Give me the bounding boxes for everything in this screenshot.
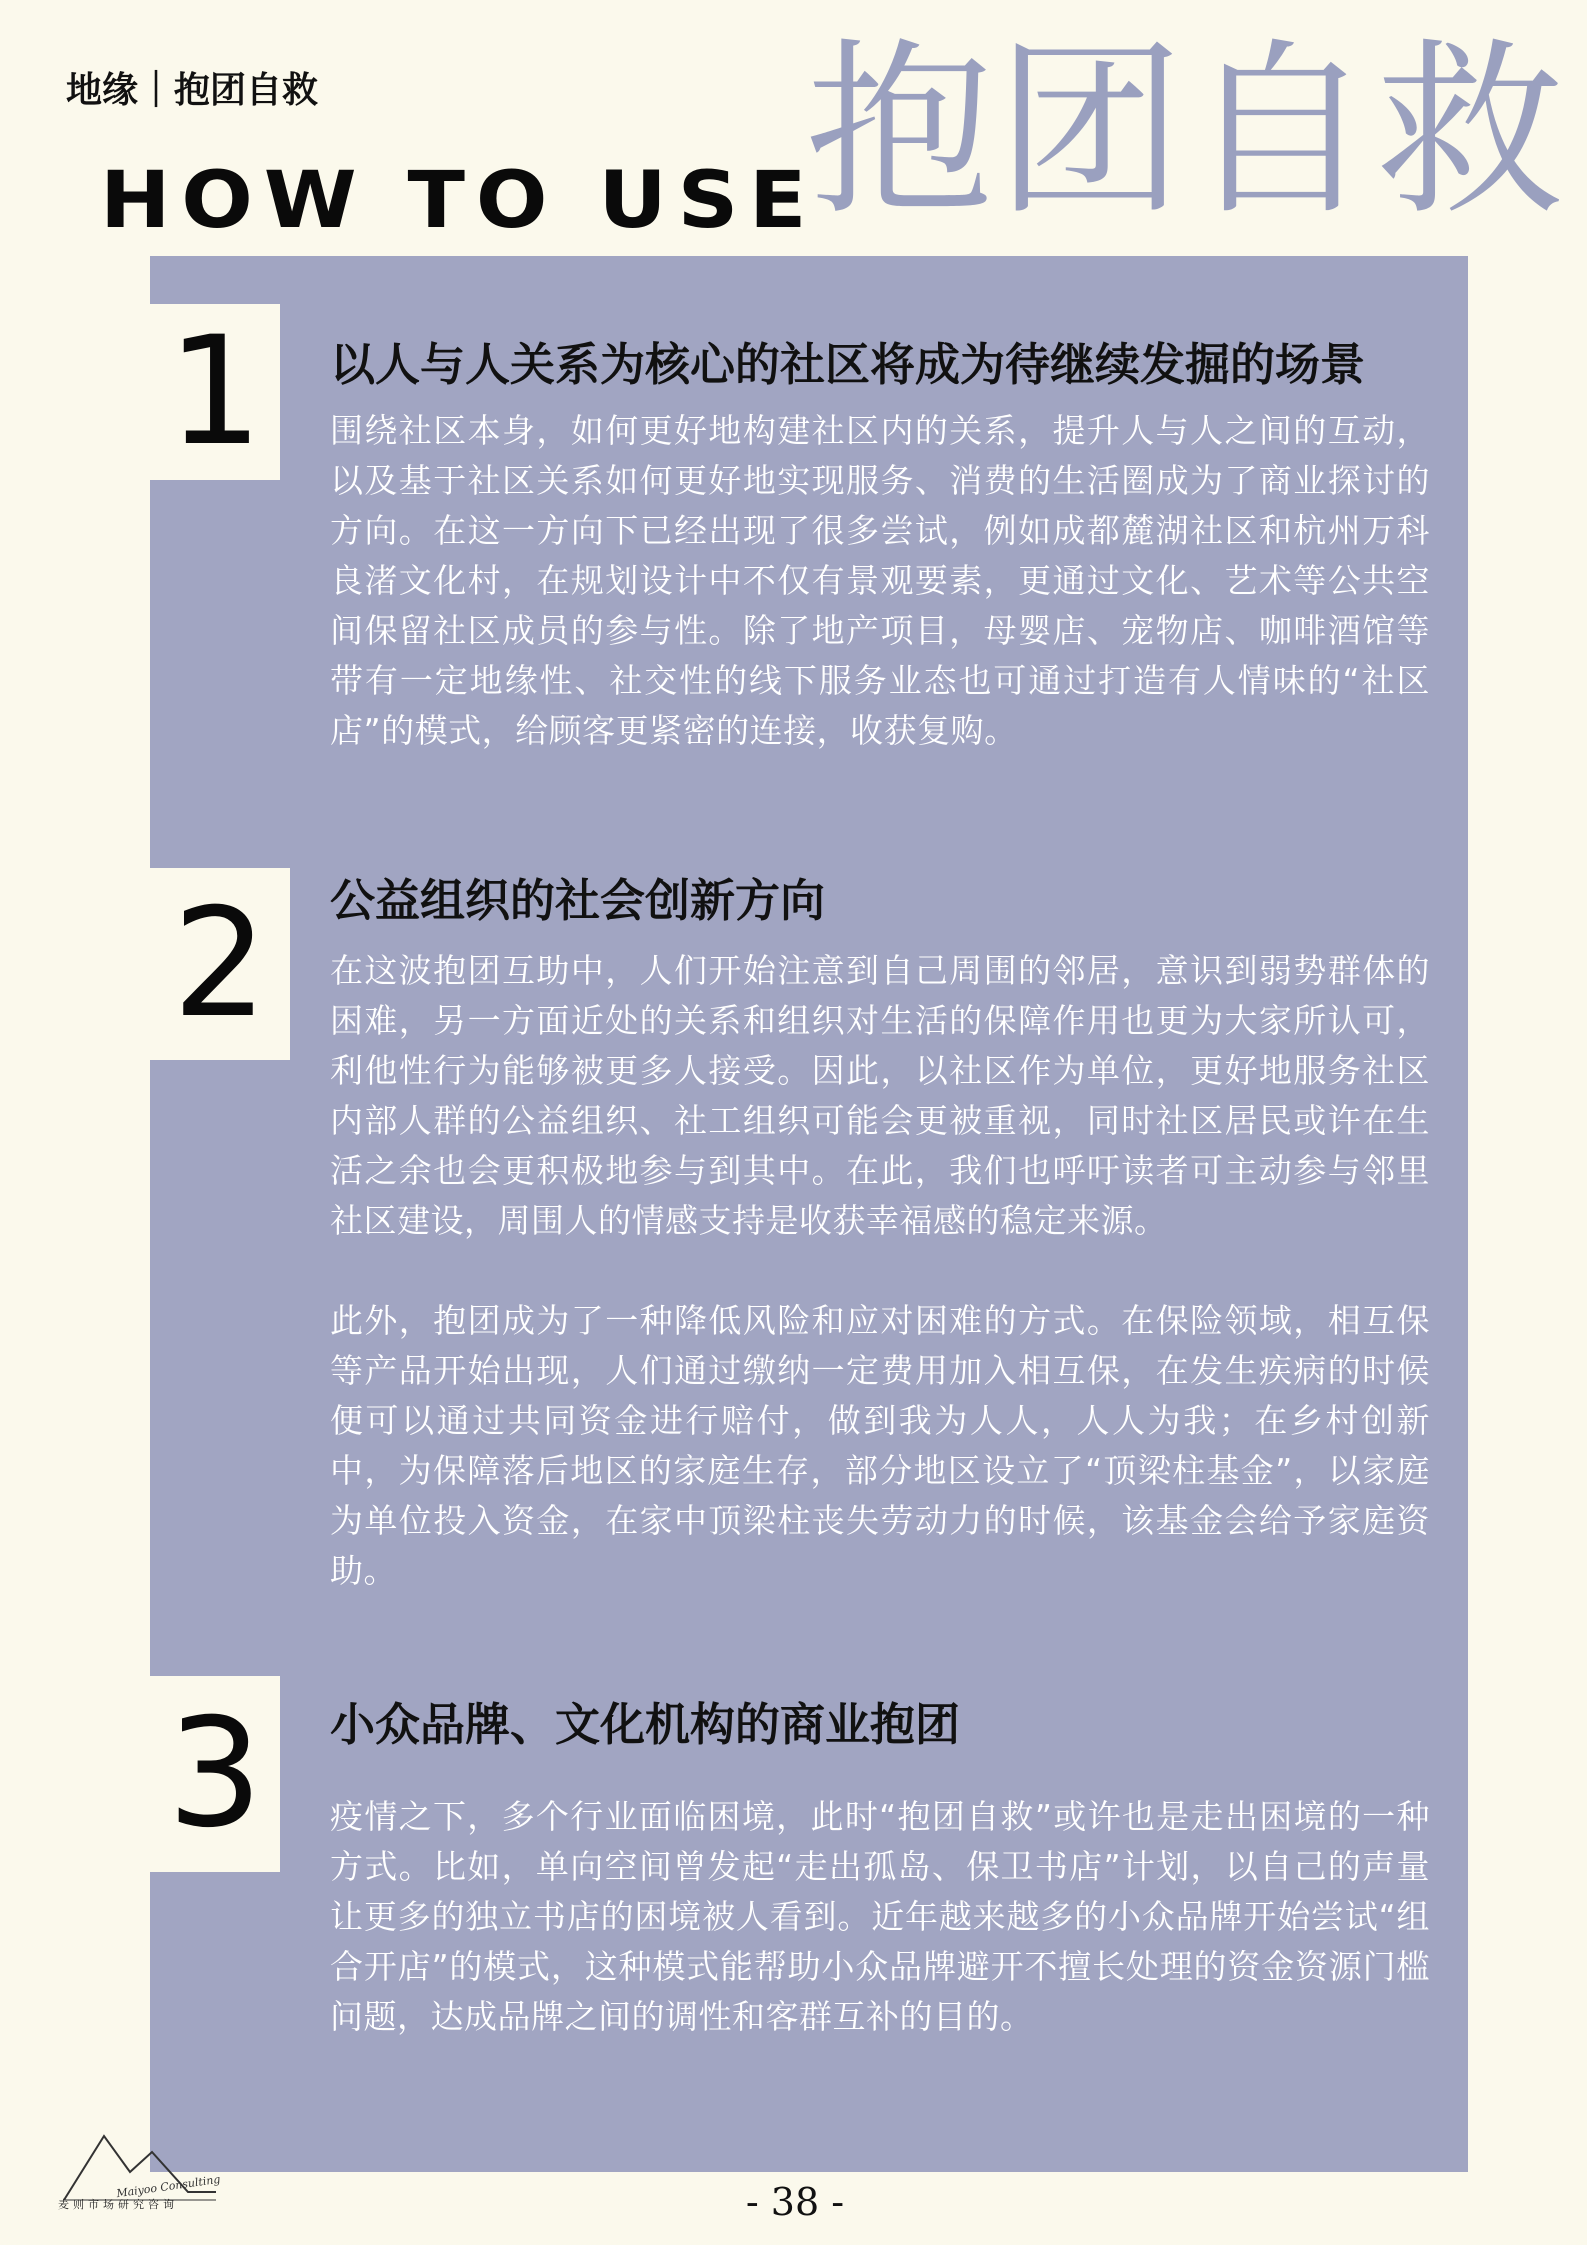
- section-title-1: 以人与人关系为核心的社区将成为待继续发掘的场景: [330, 338, 1366, 391]
- logo-caption: 麦则市场研究咨询: [58, 2198, 178, 2211]
- section-number-1: 1: [150, 304, 280, 480]
- page-number: - 38 -: [745, 2180, 845, 2224]
- section-title-3: 小众品牌、文化机构的商业抱团: [330, 1698, 961, 1751]
- section-number-3: 3: [150, 1676, 280, 1872]
- header-label: 地缘｜抱团自救: [66, 69, 319, 111]
- section-body-3: [330, 1792, 1430, 2042]
- section-body-1: [330, 406, 1430, 756]
- section-3-paragraph-1: 疫情之下，多个行业面临困境，此时“抱团自救”或许也是走出困境的一种方式。比如，单向空间曾发起“走出孤岛、保卫书店”计划，以自己的声量让更多的独立书店的困境被人看到。近年越来越多的小众品牌开始尝试“组合开店”的模式，这种模式能帮助小众品牌避开不擅长处理的资金资源门槛问题，达成品牌之间的调性和客群互补的目的。: [330, 1797, 1430, 2036]
- section-title-2: 公益组织的社会创新方向: [330, 874, 826, 927]
- section-body-2: [330, 946, 1430, 1596]
- how-to-use-heading: HOW TO USE: [100, 156, 818, 246]
- section-number-2: 2: [150, 868, 290, 1060]
- section-2-paragraph-2: 此外，抱团成为了一种降低风险和应对困难的方式。在保险领域，相互保等产品开始出现，人们通过缴纳一定费用加入相互保，在发生疾病的时候便可以通过共同资金进行赔付，做到我为人人，人人为我；在乡村创新中，为保障落后地区的家庭生存，部分地区设立了“顶梁柱基金”，以家庭为单位投入资金，在家中顶梁柱丧失劳动力的时候，该基金会给予家庭资助。: [330, 1301, 1430, 1590]
- section-2-paragraph-1: 在这波抱团互助中，人们开始注意到自己周围的邻居，意识到弱势群体的困难，另一方面近处的关系和组织对生活的保障作用也更为大家所认可，利他性行为能够被更多人接受。因此，以社区作为单位，更好地服务社区内部人群的公益组织、社工组织可能会更被重视，同时社区居民或许在生活之余也会更积极地参与到其中。在此，我们也呼吁读者可主动参与邻里社区建设，周围人的情感支持是收获幸福感的稳定来源。: [330, 951, 1430, 1240]
- section-1-paragraph-1: 围绕社区本身，如何更好地构建社区内的关系，提升人与人之间的互动，以及基于社区关系如何更好地实现服务、消费的生活圈成为了商业探讨的方向。在这一方向下已经出现了很多尝试，例如成都麓湖社区和杭州万科良渚文化村，在规划设计中不仅有景观要素，更通过文化、艺术等公共空间保留社区成员的参与性。除了地产项目，母婴店、宠物店、咖啡酒馆等带有一定地缘性、社交性的线下服务业态也可通过打造有人情味的“社区店”的模式，给顾客更紧密的连接，收获复购。: [330, 411, 1430, 750]
- big-title: 抱团自救: [806, 22, 1566, 241]
- logo-script: Maiyoo Consulting: [115, 2172, 222, 2201]
